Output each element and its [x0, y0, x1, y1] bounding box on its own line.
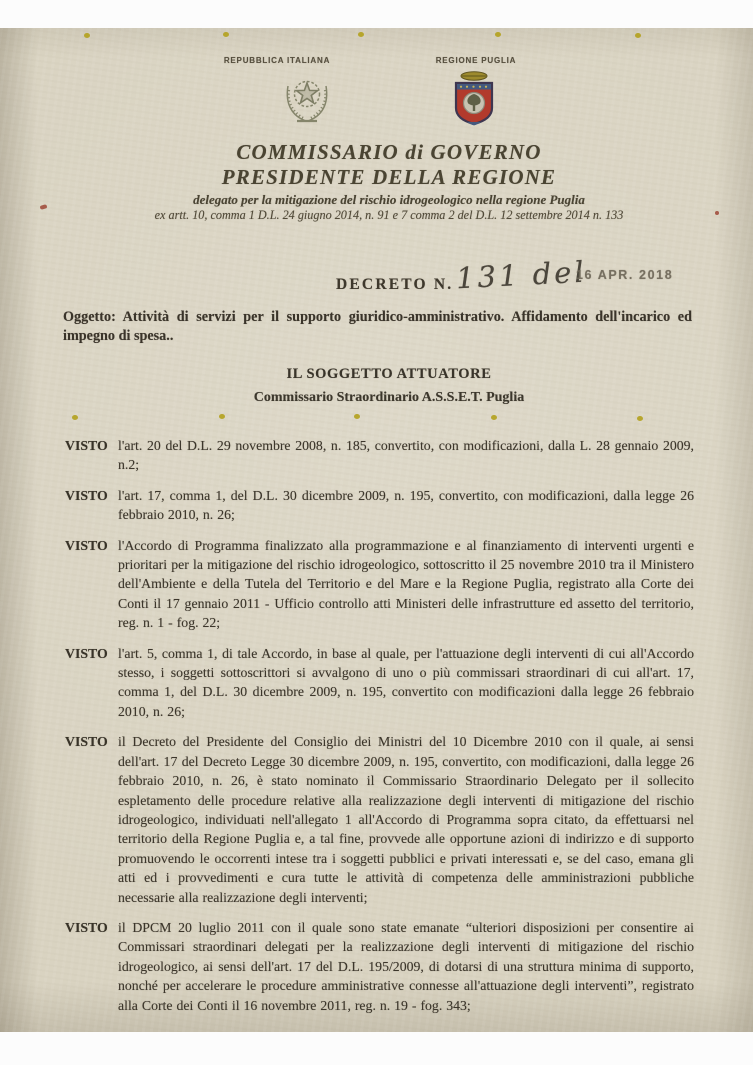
visto-text: il Decreto del Presidente del Consiglio dei Ministri del 10 Dicembre 2010 con il quale, ai sensi dell'art. 17 del Decreto Legge 30 dicembre 2009, n. 195, convertito, con modificazioni, dalla legge 26 febbraio 2010, n. 26, è stato nominato il Commissario Straordinario Delegato per il sollecito espletamento delle procedure relative alla realizzazione degli interventi di mitigazione del rischio idrogeologico, individuati nell'allegato 1 all'Accordo di Programma sopra citato, da effettuarsi nel territorio della Regione Puglia e, a tal fine, provvede alle opportune azioni di indirizzo e di supporto promuovendo le occorrenti intese tra i soggetti pubblici e privati interessati e, se del caso, emana gli atti ed i provvedimenti e cura tutte le attività di competenza delle amministrazioni pubbliche necessarie alla realizzazione degli interventi;	[118, 734, 694, 905]
scanned-decree-page	[0, 28, 753, 1032]
visto-paragraph	[65, 536, 694, 633]
registration-dot	[358, 32, 364, 37]
registration-dot	[223, 32, 229, 37]
delegation-subtitle: delegato per la mitigazione del rischio idrogeologico nella regione Puglia	[193, 192, 585, 207]
visto-paragraph	[65, 436, 694, 475]
italy-emblem-icon	[279, 70, 335, 131]
registration-dot	[84, 33, 90, 38]
visto-label: VISTO	[65, 734, 108, 750]
visto-label: VISTO	[65, 487, 108, 503]
visto-text: l'art. 17, comma 1, del D.L. 30 dicembre 2009, n. 195, convertito, con modificazioni, dalla legge 26 febbraio 2010, n. 26;	[118, 487, 694, 523]
decree-label: DECRETO N.	[336, 276, 454, 293]
visto-text: l'art. 20 del D.L. 29 novembre 2008, n. 185, convertito, con modificazioni, dalla L. 28 gennaio 2009, n.2;	[118, 438, 694, 473]
registration-dot	[637, 416, 643, 421]
registration-dot	[495, 32, 501, 37]
office-title-line1: COMMISSARIO di GOVERNO	[236, 140, 542, 164]
office-title	[25, 140, 753, 190]
visto-text: il DPCM 20 luglio 2011 con il quale sono state emanate “ulteriori disposizioni per consentire ai Commissari straordinari delegati per la realizzazione degli interventi di mitigazione del rischio idrogeologico, ai sensi dell'art. 17 del D.L. 195/2009, di dotarsi di una struttura minima di supporto, nonché per accelerare le procedure amministrative connesse all'attuazione degli interventi”, registrato alla Corte dei Conti il 16 novembre 2011, reg. n. 19 - fog. 343;	[118, 919, 694, 1013]
decree-date-stamp: 16 APR. 2018	[576, 268, 674, 282]
republic-caption: REPUBBLICA ITALIANA	[223, 56, 331, 65]
visto-label: VISTO	[65, 438, 108, 453]
visto-paragraph	[65, 732, 694, 907]
section-subheading: Commissario Straordinario A.S.S.E.T. Puglia	[253, 390, 525, 405]
decree-body	[65, 436, 694, 1026]
decree-number-handwritten: 131 del	[455, 254, 588, 296]
registration-dot	[72, 415, 78, 420]
decree-line	[0, 254, 753, 306]
registration-dot	[635, 33, 641, 38]
puglia-crest-icon	[452, 70, 496, 133]
subject-paragraph: Oggetto: Attività di servizi per il supporto giuridico-amministrativo. Affidamento dell'incarico ed impegno di spesa..	[63, 309, 692, 344]
visto-label: VISTO	[65, 645, 108, 661]
legal-reference: ex artt. 10, comma 1 D.L. 24 giugno 2014, n. 91 e 7 comma 2 del D.L. 12 settembre 2014 n. 133	[154, 208, 624, 222]
section-heading: IL SOGGETTO ATTUATORE	[286, 366, 492, 382]
region-caption: REGIONE PUGLIA	[435, 56, 517, 65]
visto-label: VISTO	[65, 919, 108, 935]
registration-dot	[219, 414, 225, 419]
visto-paragraph	[65, 486, 694, 525]
office-title-line2: PRESIDENTE DELLA REGIONE	[221, 165, 557, 189]
registration-dot	[491, 415, 497, 420]
visto-text: l'Accordo di Programma finalizzato alla programmazione e al finanziamento di interventi urgenti e prioritari per la mitigazione del rischio idrogeologico, sottoscritto il 25 novembre 2010 tra il Ministero dell'Ambiente e della Tutela del Territorio e del Mare e la Regione Puglia, registrato alla Corte dei Conti il 17 gennaio 2011 - Ufficio controllo atti Ministeri delle infrastrutture ed assetto del territorio, reg. n. 1 - fog. 22;	[118, 537, 694, 631]
registration-dot	[354, 414, 360, 419]
visto-label: VISTO	[65, 537, 108, 553]
visto-paragraph	[65, 918, 694, 1015]
visto-text: l'art. 5, comma 1, di tale Accordo, in base al quale, per l'attuazione degli interventi di cui all'Accordo stesso, i soggetti sottoscrittori si avvalgono di uno o più commissari straordinari di cui all'art. 17, comma 1, del D.L. 30 dicembre 2009, n. 195, convertito con modificazioni dalla legge 26 febbraio 2010, n. 26;	[118, 645, 694, 719]
visto-paragraph	[65, 644, 694, 722]
